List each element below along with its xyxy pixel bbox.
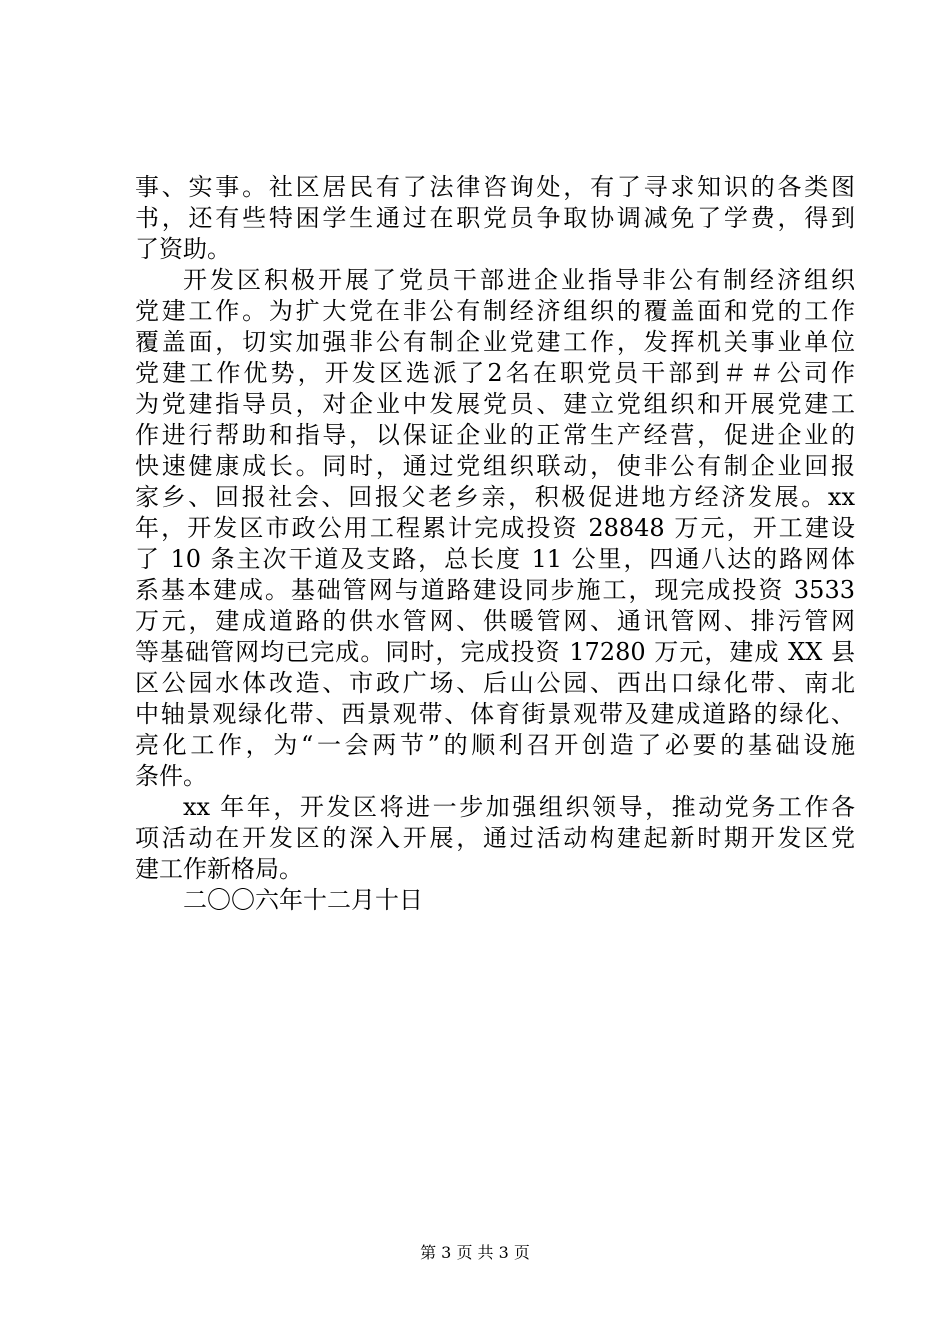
text-line: 党建工作。为扩大党在非公有制经济组织的覆盖面和党的工作 (135, 297, 855, 325)
paragraph-first-line: xx 年年，开发区将进一步加强组织领导，推动党务工作各 (183, 793, 855, 821)
text-line: 覆盖面，切实加强非公有制企业党建工作，发挥机关事业单位 (135, 328, 855, 356)
page-number-footer: 第 3 页 共 3 页 (420, 1243, 530, 1262)
text-line: 党建工作优势，开发区选派了2名在职党员干部到＃＃公司作 (135, 359, 855, 387)
text-line: 作进行帮助和指导，以保证企业的正常生产经营，促进企业的 (135, 421, 855, 449)
text-line: 万元，建成道路的供水管网、供暖管网、通讯管网、排污管网 (135, 607, 855, 635)
text-line: 建工作新格局。 (135, 855, 303, 883)
text-line: 项活动在开发区的深入开展，通过活动构建起新时期开发区党 (135, 824, 855, 852)
text-line: 年，开发区市政公用工程累计完成投资 28848 万元，开工建设 (135, 514, 855, 542)
text-line: 了资助。 (135, 235, 231, 263)
text-line: 系基本建成。基础管网与道路建设同步施工，现完成投资 3533 (135, 576, 855, 604)
text-line: 了 10 条主次干道及支路，总长度 11 公里，四通八达的路网体 (135, 545, 855, 573)
document-date: 二〇〇六年十二月十日 (183, 886, 423, 914)
paragraph-first-line: 开发区积极开展了党员干部进企业指导非公有制经济组织 (183, 266, 855, 294)
text-line: 区公园水体改造、市政广场、后山公园、西出口绿化带、南北 (135, 669, 855, 697)
text-line: 为党建指导员，对企业中发展党员、建立党组织和开展党建工 (135, 390, 855, 418)
text-line: 家乡、回报社会、回报父老乡亲，积极促进地方经济发展。xx (135, 483, 855, 511)
text-line: 条件。 (135, 762, 207, 790)
text-line: 等基础管网均已完成。同时，完成投资 17280 万元，建成 XX 县 (135, 638, 855, 666)
document-body (135, 172, 855, 916)
text-line: 事、实事。社区居民有了法律咨询处，有了寻求知识的各类图 (135, 173, 855, 201)
text-line: 书，还有些特困学生通过在职党员争取协调减免了学费，得到 (135, 204, 855, 232)
text-line: 快速健康成长。同时，通过党组织联动，使非公有制企业回报 (135, 452, 855, 480)
text-line: 亮化工作，为“一会两节”的顺利召开创造了必要的基础设施 (135, 731, 855, 759)
text-line: 中轴景观绿化带、西景观带、体育街景观带及建成道路的绿化、 (135, 700, 855, 728)
